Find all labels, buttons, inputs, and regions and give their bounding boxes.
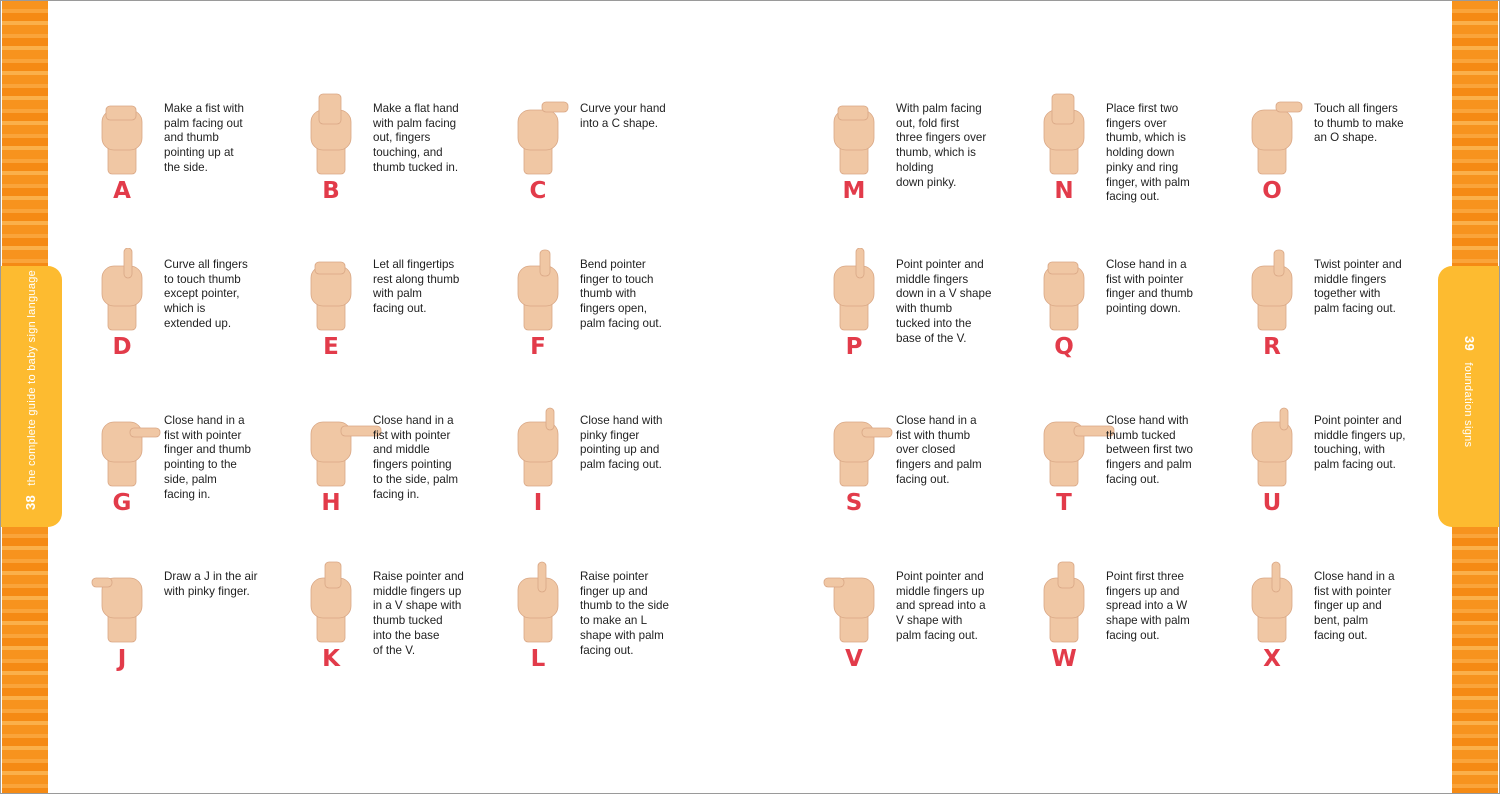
hand-sign-illustration: [86, 404, 176, 490]
hand-sign-illustration: [1236, 560, 1326, 646]
sign-card-s: [818, 404, 1018, 534]
hand-sign-illustration: [1236, 404, 1326, 490]
sign-card-o: [1236, 92, 1436, 222]
sign-description: Point pointer and middle fingers down in a V shape with thumb tucked into the base of the V.: [896, 258, 992, 345]
hand-sign-illustration: [86, 560, 176, 646]
sign-card-m: [818, 92, 1018, 222]
sign-card-l: [502, 560, 702, 690]
sign-card-x: [1236, 560, 1436, 690]
hand-sign-illustration: [1028, 248, 1118, 334]
sign-letter: W: [1051, 646, 1077, 672]
sign-card-h: [295, 404, 495, 534]
sign-letter: H: [321, 490, 341, 516]
sign-card-f: [502, 248, 702, 378]
sign-letter: R: [1263, 334, 1281, 360]
sign-letter: K: [322, 646, 340, 672]
sign-letter: M: [842, 178, 866, 204]
sign-letter: I: [533, 490, 543, 516]
sign-letter: U: [1262, 490, 1282, 516]
sign-description: Close hand in a fist with pointer finger up and bent, palm facing out.: [1314, 570, 1395, 642]
sign-description: Make a fist with palm facing out and thumb pointing up at the side.: [164, 102, 244, 174]
hand-sign-illustration: [1236, 248, 1326, 334]
sign-letter: D: [112, 334, 132, 360]
sign-card-g: [86, 404, 286, 534]
right-page-tab: [1438, 266, 1500, 527]
sign-card-q: [1028, 248, 1228, 378]
sign-description: Point pointer and middle fingers up, touching, with palm facing out.: [1314, 414, 1406, 472]
hand-sign-illustration: [502, 92, 592, 178]
sign-letter: F: [530, 334, 546, 360]
hand-sign-illustration: [1028, 404, 1118, 490]
sign-description: Close hand with pinky finger pointing up and palm facing out.: [580, 414, 663, 472]
left-running-title: the complete guide to baby sign language: [26, 269, 38, 486]
sign-letter: J: [117, 646, 127, 672]
right-running-title: foundation signs: [1462, 362, 1474, 448]
sign-letter: Q: [1054, 334, 1074, 360]
sign-description: Raise pointer and middle fingers up in a V shape with thumb tucked into the base of the V.: [373, 570, 464, 657]
hand-sign-illustration: [295, 248, 385, 334]
sign-description: Close hand with thumb tucked between first two fingers and palm facing out.: [1106, 414, 1193, 486]
hand-sign-illustration: [295, 404, 385, 490]
sign-card-t: [1028, 404, 1228, 534]
sign-letter: A: [113, 178, 131, 204]
sign-letter: T: [1056, 490, 1072, 516]
sign-letter: S: [845, 490, 863, 516]
right-page-number: 39: [1462, 336, 1477, 352]
sign-card-r: [1236, 248, 1436, 378]
sign-letter: L: [530, 646, 546, 672]
sign-description: Place first two fingers over thumb, which is holding down pinky and ring finger, with palm facing out.: [1106, 102, 1190, 204]
sign-card-n: [1028, 92, 1228, 222]
hand-sign-illustration: [502, 404, 592, 490]
hand-sign-illustration: [86, 92, 176, 178]
sign-letter: V: [845, 646, 863, 672]
sign-letter: O: [1262, 178, 1282, 204]
sign-card-w: [1028, 560, 1228, 690]
hand-sign-illustration: [818, 560, 908, 646]
sign-card-p: [818, 248, 1018, 378]
hand-sign-illustration: [1236, 92, 1326, 178]
sign-description: Point first three fingers up and spread into a W shape with palm facing out.: [1106, 570, 1190, 642]
sign-description: Curve your hand into a C shape.: [580, 102, 666, 130]
sign-letter: X: [1263, 646, 1281, 672]
sign-description: Point pointer and middle fingers up and spread into a V shape with palm facing out.: [896, 570, 986, 642]
sign-card-i: [502, 404, 702, 534]
sign-description: Let all fingertips rest along thumb with palm facing out.: [373, 258, 460, 316]
sign-letter: C: [529, 178, 547, 204]
sign-description: Close hand in a fist with pointer finger and thumb pointing to the side, palm facing in.: [164, 414, 252, 501]
sign-card-u: [1236, 404, 1436, 534]
sign-card-a: [86, 92, 286, 222]
left-page-tab: [0, 266, 62, 527]
sign-description: Close hand in a fist with thumb over closed fingers and palm facing out.: [896, 414, 982, 486]
sign-letter: E: [323, 334, 339, 360]
sign-letter: G: [112, 490, 132, 516]
sign-letter: B: [322, 178, 340, 204]
sign-description: With palm facing out, fold first three fingers over thumb, which is holding down pinky.: [896, 102, 987, 189]
sign-description: Close hand in a fist with pointer and middle fingers pointing to the side, palm facing in.: [373, 414, 459, 501]
sign-letter: N: [1054, 178, 1074, 204]
hand-sign-illustration: [295, 92, 385, 178]
sign-description: Make a flat hand with palm facing out, fingers touching, and thumb tucked in.: [373, 102, 459, 174]
sign-description: Touch all fingers to thumb to make an O shape.: [1314, 102, 1404, 145]
sign-description: Raise pointer finger up and thumb to the side to make an L shape with palm facing out.: [580, 570, 669, 657]
sign-description: Twist pointer and middle fingers together with palm facing out.: [1314, 258, 1402, 316]
hand-sign-illustration: [86, 248, 176, 334]
sign-card-b: [295, 92, 495, 222]
sign-description: Bend pointer finger to touch thumb with fingers open, palm facing out.: [580, 258, 662, 330]
hand-sign-illustration: [295, 560, 385, 646]
left-page-number: 38: [23, 494, 38, 510]
hand-sign-illustration: [818, 404, 908, 490]
hand-sign-illustration: [502, 560, 592, 646]
sign-card-e: [295, 248, 495, 378]
sign-card-k: [295, 560, 495, 690]
sign-card-v: [818, 560, 1018, 690]
hand-sign-illustration: [1028, 560, 1118, 646]
hand-sign-illustration: [502, 248, 592, 334]
sign-description: Draw a J in the air with pinky finger.: [164, 570, 258, 598]
hand-sign-illustration: [818, 248, 908, 334]
hand-sign-illustration: [1028, 92, 1118, 178]
sign-card-c: [502, 92, 702, 222]
sign-letter: P: [845, 334, 863, 360]
sign-card-j: [86, 560, 286, 690]
sign-description: Curve all fingers to touch thumb except pointer, which is extended up.: [164, 258, 248, 330]
hand-sign-illustration: [818, 92, 908, 178]
sign-card-d: [86, 248, 286, 378]
sign-description: Close hand in a fist with pointer finger and thumb pointing down.: [1106, 258, 1194, 316]
